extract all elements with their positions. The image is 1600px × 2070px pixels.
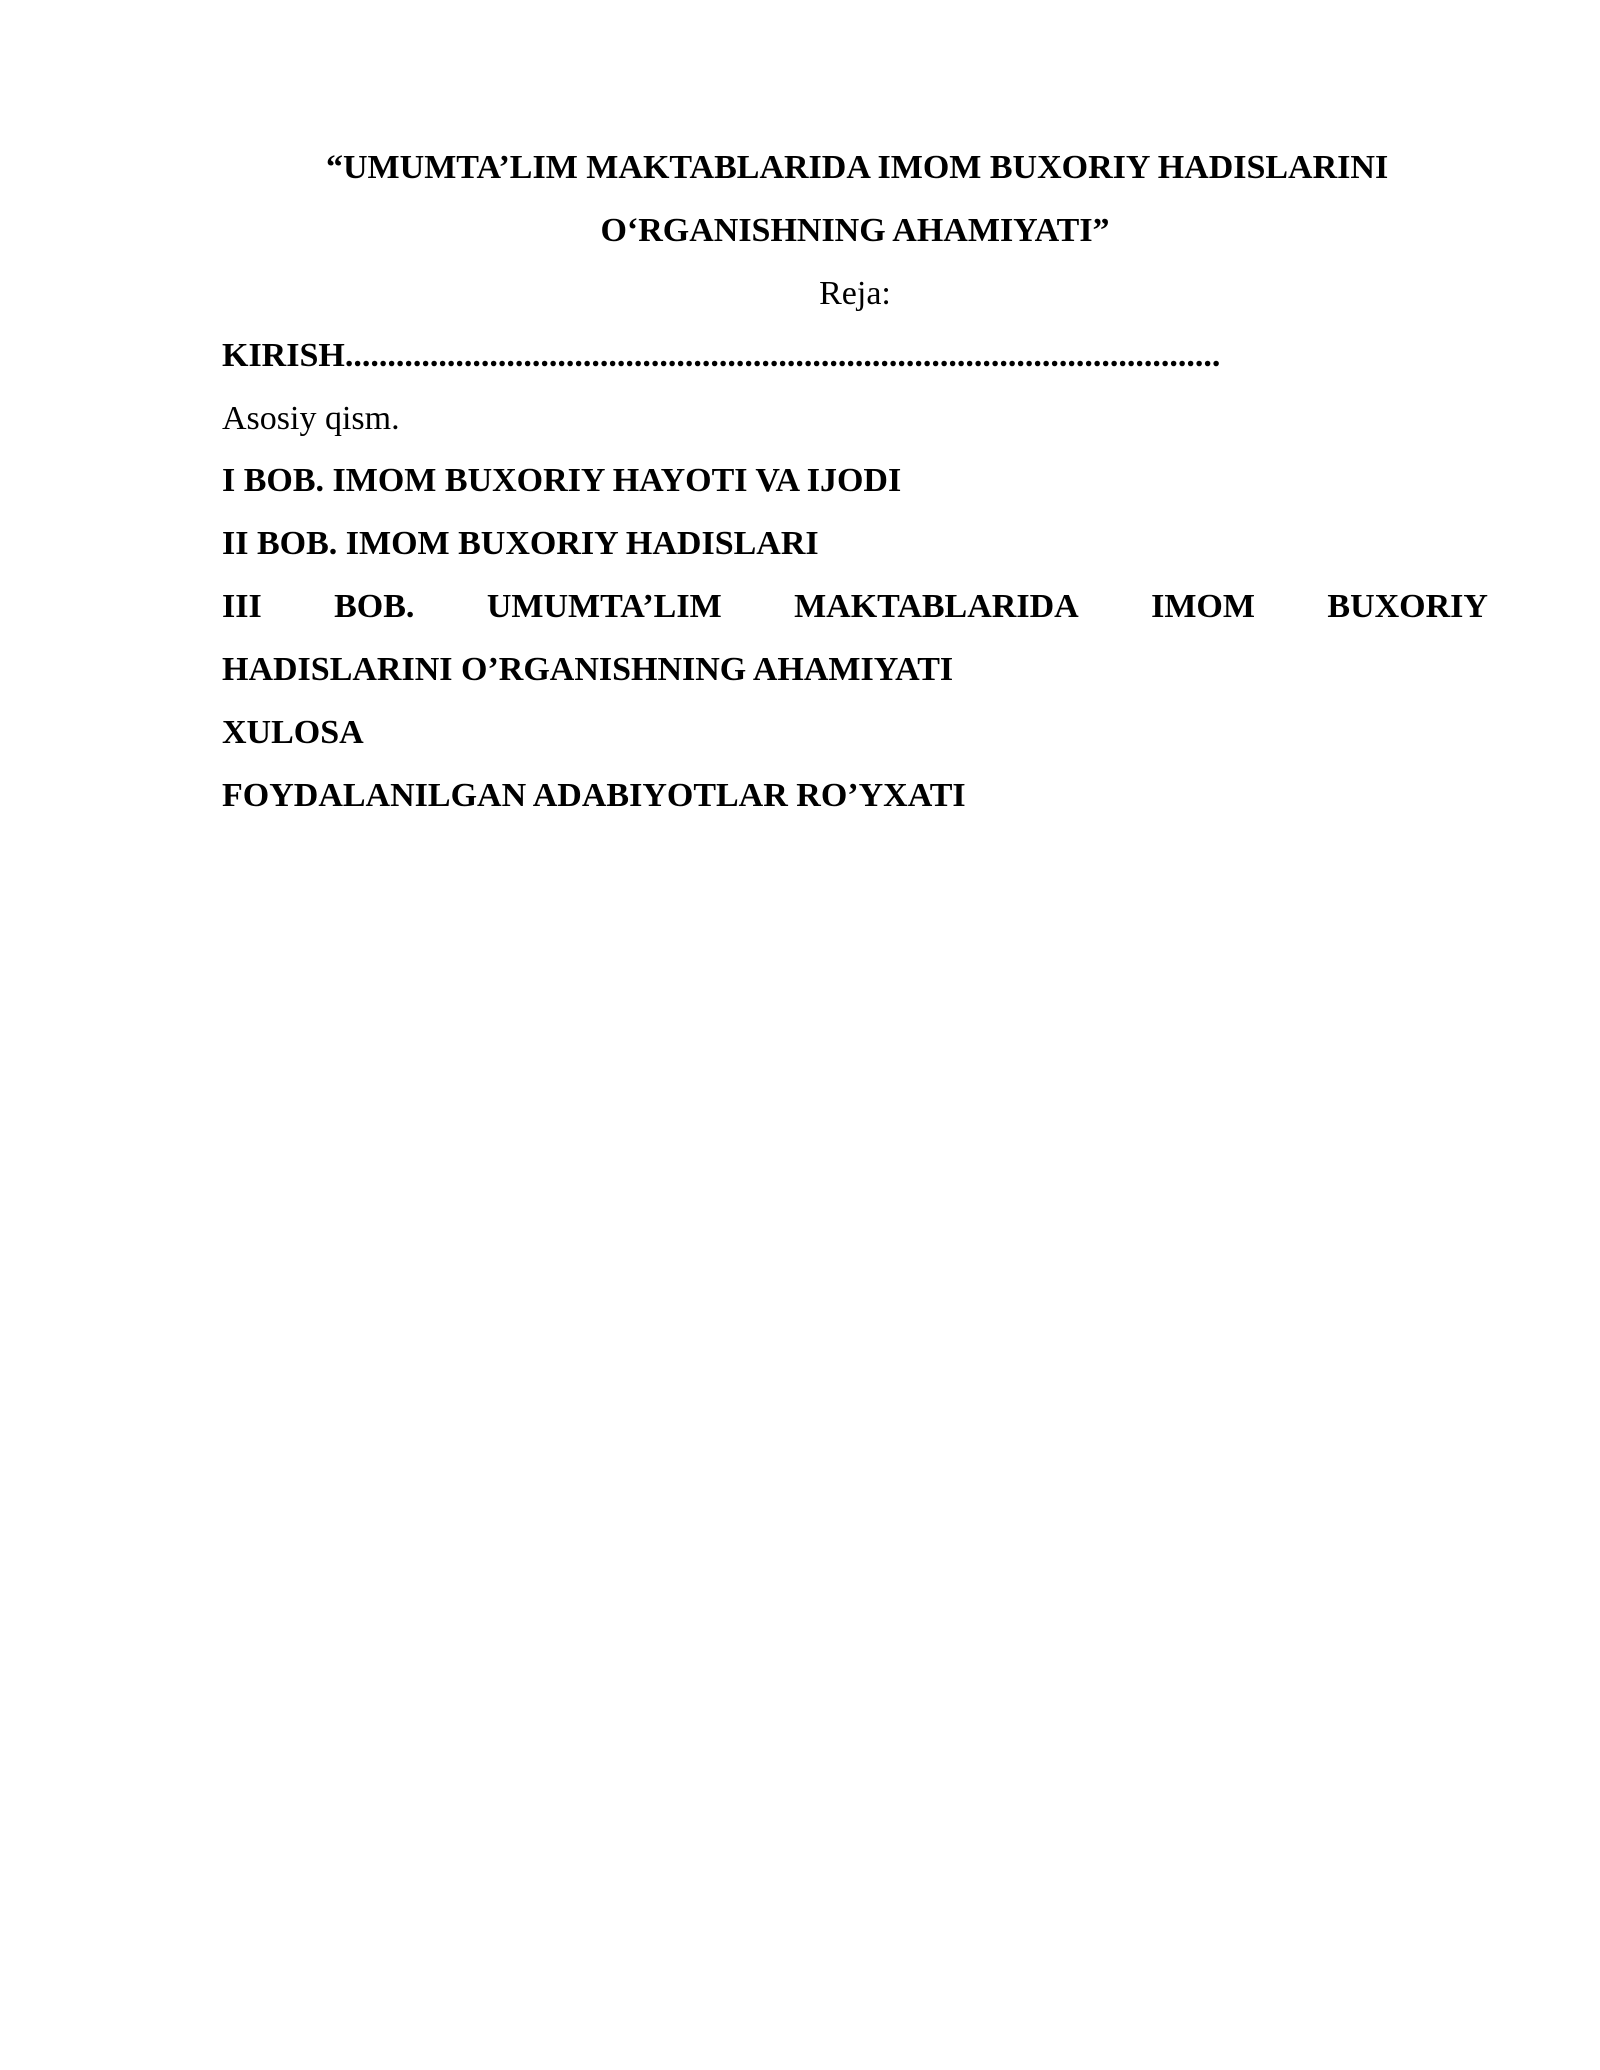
toc-chapter-2: II BOB. IMOM BUXORIY HADISLARI bbox=[222, 525, 819, 562]
toc-main-part: Asosiy qism. bbox=[222, 400, 400, 437]
toc-chapter-3-word: III bbox=[222, 588, 262, 625]
toc-conclusion: XULOSA bbox=[222, 714, 364, 751]
toc-chapter-3-word: UMUMTA’LIM bbox=[486, 588, 722, 625]
plan-heading: Reja: bbox=[819, 275, 891, 312]
toc-chapter-3-word: BUXORIY bbox=[1327, 588, 1488, 625]
document-title-line-2: O‘RGANISHNING AHAMIYATI” bbox=[600, 212, 1110, 249]
toc-chapter-3-word: IMOM bbox=[1151, 588, 1255, 625]
document-title-line-1: “UMUMTA’LIM MAKTABLARIDA IMOM BUXORIY HADISLARINI bbox=[326, 149, 1389, 186]
toc-chapter-3-line-2: HADISLARINI O’RGANISHNING AHAMIYATI bbox=[222, 651, 954, 688]
toc-chapter-3-word: MAKTABLARIDA bbox=[794, 588, 1079, 625]
toc-intro: KIRISH....................................................................................................... bbox=[222, 337, 1221, 374]
toc-references: FOYDALANILGAN ADABIYOTLAR RO’YXATI bbox=[222, 777, 966, 814]
toc-chapter-3-line-1 bbox=[222, 587, 1488, 627]
toc-chapter-1: I BOB. IMOM BUXORIY HAYOTI VA IJODI bbox=[222, 462, 902, 499]
toc-chapter-3-word: BOB. bbox=[334, 588, 415, 625]
